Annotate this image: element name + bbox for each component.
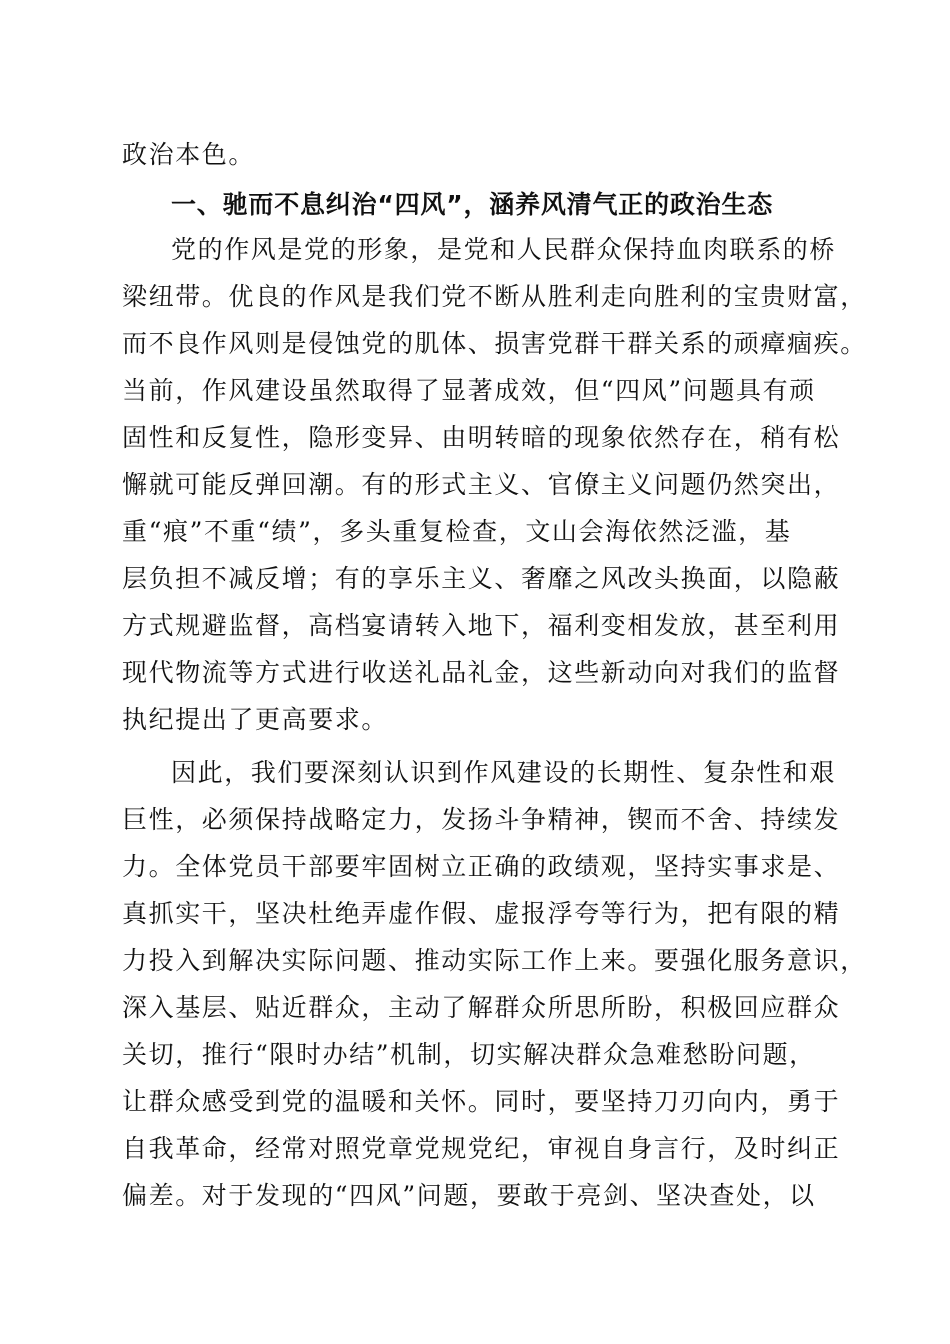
paragraph-line: 自我革命，经常对照党章党规党纪，审视自身言行，及时纠正: [122, 1134, 841, 1163]
paragraph-line: 关切，推行“限时办结”机制，切实解决群众急难愁盼问题，: [122, 1040, 816, 1069]
paragraph-line: 懈就可能反弹回潮。有的形式主义、官僚主义问题仍然突出，: [122, 470, 841, 499]
paragraph-line: 党的作风是党的形象，是党和人民群众保持血肉联系的桥: [171, 235, 837, 264]
paragraph-line: 层负担不减反增；有的享乐主义、奢靡之风改头换面，以隐蔽: [122, 564, 841, 593]
paragraph-line: 执纪提出了更高要求。: [122, 705, 389, 734]
paragraph-line: 梁纽带。优良的作风是我们党不断从胜利走向胜利的宝贵财富，: [122, 282, 867, 311]
paragraph-line: 偏差。对于发现的“四风”问题，要敢于亮剑、坚决查处，以: [122, 1181, 816, 1210]
section-heading: 一、驰而不息纠治“四风”，涵养风清气正的政治生态: [171, 190, 774, 219]
paragraph-line: 方式规避监督，高档宴请转入地下，福利变相发放，甚至利用: [122, 611, 841, 640]
paragraph-line: 现代物流等方式进行收送礼品礼金，这些新动向对我们的监督: [122, 658, 841, 687]
paragraph-line: 力。全体党员干部要牢固树立正确的政绩观，坚持实事求是、: [122, 852, 841, 881]
paragraph-line: 当前，作风建设虽然取得了显著成效，但“四风”问题具有顽: [122, 376, 816, 405]
paragraph-line: 让群众感受到党的温暖和关怀。同时，要坚持刀刃向内，勇于: [122, 1087, 841, 1116]
paragraph-line: 真抓实干，坚决杜绝弄虚作假、虚报浮夸等行为，把有限的精: [122, 899, 841, 928]
paragraph-line: 巨性，必须保持战略定力，发扬斗争精神，锲而不舍、持续发: [122, 805, 841, 834]
paragraph-line: 而不良作风则是侵蚀党的肌体、损害党群干群关系的顽瘴痼疾。: [122, 329, 867, 358]
paragraph-line: 因此，我们要深刻认识到作风建设的长期性、复杂性和艰: [171, 758, 837, 787]
paragraph-line: 力投入到解决实际问题、推动实际工作上来。要强化服务意识，: [122, 946, 867, 975]
paragraph-line: 固性和反复性，隐形变异、由明转暗的现象依然存在，稍有松: [122, 423, 841, 452]
paragraph-line: 重“痕”不重“绩”，多头重复检查，文山会海依然泛滥，基: [122, 517, 792, 546]
carryover-line: 政治本色。: [122, 140, 256, 169]
paragraph-line: 深入基层、贴近群众，主动了解群众所思所盼，积极回应群众: [122, 993, 841, 1022]
